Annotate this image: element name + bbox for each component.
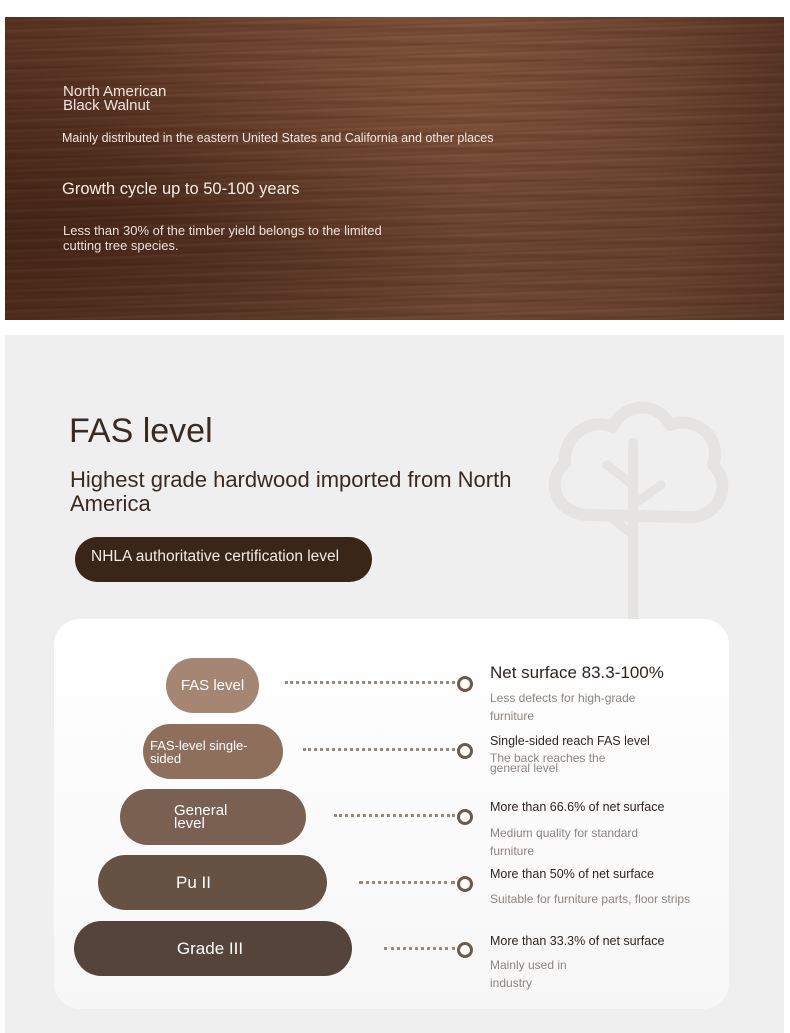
connector-line [384,947,455,950]
grade-pill-fas [166,658,259,713]
grade-label: Pu II [176,872,211,892]
grade-surface: More than 33.3% of net surface [490,934,665,948]
grade-pill-general [120,789,306,845]
banner-distribution: Mainly distributed in the eastern United States and California and other places [62,131,494,145]
grade-note: Medium quality for standard furniture [490,826,639,858]
fas-subtitle: Highest grade hardwood imported from North America [70,467,512,516]
connector-circle-icon [457,743,473,759]
grade-surface: Net surface 83.3-100% [490,663,664,682]
connector-circle-icon [457,876,473,892]
connector-circle-icon [457,676,473,692]
connector-circle-icon [457,942,473,958]
grade-label: General level [174,802,228,832]
grade-label: FAS level [180,677,245,694]
grade-label: FAS-level single-sided [150,737,248,766]
grade-pill-grade-iii [74,921,352,976]
grade-surface: More than 50% of net surface [490,867,654,881]
connector-line [285,681,455,684]
grade-surface: More than 66.6% of net surface [490,800,665,814]
connector-line [359,881,455,884]
nhla-badge: NHLA authoritative certification level [75,537,372,582]
grade-note: Less defects for high-grade furniture [490,691,636,723]
connector-circle-icon [457,809,473,825]
banner-title: North American Black Walnut [63,83,167,114]
tree-icon [535,395,735,625]
grade-note: The back reaches the general level [490,751,606,775]
connector-line [334,814,455,817]
banner-growth: Growth cycle up to 50-100 years [62,180,300,198]
fas-title: FAS level [69,412,213,450]
grade-note: Mainly used in industry [490,958,567,990]
banner-yield: Less than 30% of the timber yield belongs to the limited cutting tree species. [63,223,382,253]
grade-surface: Single-sided reach FAS level [490,734,650,748]
connector-line [303,748,455,751]
grade-label: Grade III [176,938,244,958]
grade-pill-pu-ii [98,855,327,910]
grade-note: Suitable for furniture parts, floor strips [490,892,691,906]
grade-pill-fas-single [143,724,283,779]
walnut-banner [5,17,784,320]
